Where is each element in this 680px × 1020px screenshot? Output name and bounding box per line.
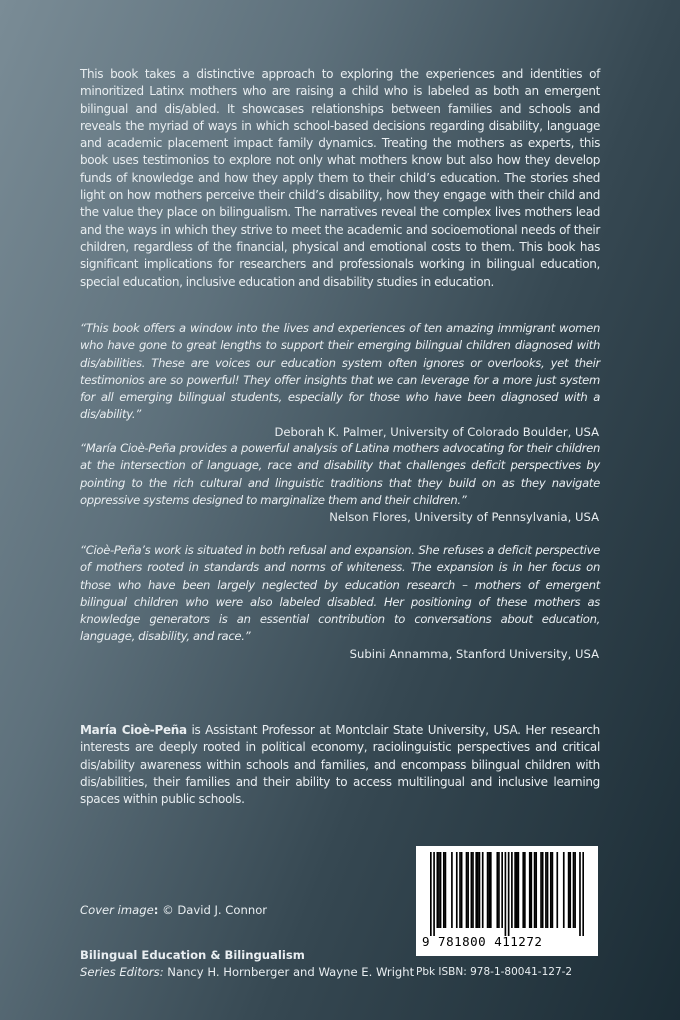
barcode-bar [573,852,575,928]
barcode-bar [534,852,536,928]
barcode-bar [556,852,558,928]
book-description: This book takes a distinctive approach to exploring the experiences and identities of minoritized Latinx mothers who are raising a child who is labeled as both an emergent bilingual and dis/abled. It showcases relationships between families and schools and reveals the myriad of ways in which school-based decisions regarding disability, language and academic placement impact family dynamics. Treating the mothers as experts, this book uses testimonios to explore not only what mothers know but also how they develop funds of knowledge and how they apply them to their child’s education. The stories shed light on how mothers perceive their child’s disability, how they engage with their child and the value they place on bilingualism. The narratives reveal the complex lives mothers lead and the ways in which they strive to meet the academic and socioemotional needs of their children, regardless of the financial, physical and emotional costs to them. This book has significant implications for researchers and professionals working in bilingual education, special education, inclusive education and disability studies in education. [80,67,600,289]
barcode-bar [582,852,584,936]
endorsement-attribution: Subini Annamma, Stanford University, USA [349,646,599,661]
barcode-bar [459,852,461,928]
barcode-bar [445,852,447,928]
barcode-bar [569,852,571,928]
author-bio-text: is Assistant Professor at Montclair State University, USA. Her research interests are deeply rooted in political economy, raciolinguistic perspectives and critical dis/ability awareness within schools and families, and encompass bilingual children with dis/abilities, their families and their ability to access multilingual and inclusive learning spaces within public schools. [80,723,600,807]
barcode-bar [531,852,533,928]
barcode-bar [438,852,440,928]
barcode-bar [451,852,453,928]
endorsement-quote: “Cioè-Peña’s work is situated in both refusal and expansion. She refuses a deficit perspective of mothers rooted in standards and norms of whiteness. The expansion is in her focus on those who have been largely neglected by education research – mothers of emergent bilingual children who were also labeled disabled. Her positioning of these mothers as knowledge generators is an essential contribution to conversations about education, language, disability, and race.” [80,543,600,644]
barcode-bar [479,852,481,928]
endorsement-2 [80,440,600,526]
barcode-bar [461,852,463,928]
barcode-bar [574,852,576,928]
barcode-bar [540,852,542,928]
barcode-bar [498,852,500,928]
author-name: María Cioè-Peña [80,723,187,737]
cover-credit-label: Cover image [80,903,154,917]
barcode-bar [482,852,484,928]
barcode-bar [511,852,513,928]
barcode-bar [501,852,503,928]
barcode-bar [508,852,510,936]
barcode-bar [579,852,581,936]
endorsement-attribution: Nelson Flores, University of Pennsylvania, USA [329,510,599,525]
series-editors [80,965,414,979]
barcode-bar [550,852,552,928]
barcode-bar [440,852,442,928]
cover-image-credit [80,903,267,917]
endorsement-quote: “María Cioè-Peña provides a powerful analysis of Latina mothers advocating for their children at the intersection of language, race and disability that challenges deficit perspectives by pointing to the rich cultural and linguistic traditions that they build on as they navigate oppressive systems designed to marginalize them and their children.” [80,441,600,507]
barcode-bar [436,852,438,928]
barcode-bar [488,852,490,928]
barcode [416,846,598,956]
barcode-bar [467,852,469,928]
author-bio [80,722,600,808]
barcode-bar [466,852,468,928]
barcode-bar [475,852,477,928]
barcode-bar [472,852,474,928]
barcode-bar [529,852,531,928]
endorsement-1 [80,320,600,441]
cover-credit-colon: : [153,903,159,917]
barcode-bar [496,852,498,928]
endorsement-quote: “This book offers a window into the lives and experiences of ten amazing immigrant women who have gone to great lengths to support their emerging bilingual children diagnosed with dis/abilities. These are voices our education system often ignores or overlooks, yet their testimonios are so powerful! They offer insights that we can leverage for a more just system for all emerging bilingual students, especially for those who have been diagnosed with a dis/ability.” [80,321,600,422]
endorsement-attribution: Deborah K. Palmer, University of Colorado Boulder, USA [274,424,599,439]
barcode-bar [505,852,507,936]
barcode-bar [545,852,547,928]
endorsement-3 [80,542,600,663]
barcode-bar [430,852,432,936]
barcode-bar [471,852,473,928]
barcode-bar [490,852,492,928]
cover-credit-value: © David J. Connor [158,903,268,917]
barcode-bar [535,852,537,928]
barcode-bar [563,852,565,928]
barcode-bars [430,852,584,936]
isbn-label: Pbk ISBN: 978-1-80041-127-2 [416,966,573,978]
barcode-bar [433,852,435,936]
series-title: Bilingual Education & Bilingualism [80,948,305,962]
barcode-bar [547,852,549,928]
barcode-bar [518,852,520,928]
barcode-bar [552,852,554,928]
barcode-bar [522,852,524,928]
series-editors-label: Series Editors: [80,965,164,979]
barcode-bar [516,852,518,928]
barcode-bar [456,852,458,928]
barcode-bar [524,852,526,928]
barcode-bar [568,852,570,928]
barcode-bar [443,852,445,928]
barcode-digits: 9 781800 411272 [422,934,543,949]
barcode-bar [477,852,479,928]
series-editors-names: Nancy H. Hornberger and Wayne E. Wright [163,965,415,979]
barcode-bar [487,852,489,928]
barcode-bar [542,852,544,928]
barcode-bar [514,852,516,928]
